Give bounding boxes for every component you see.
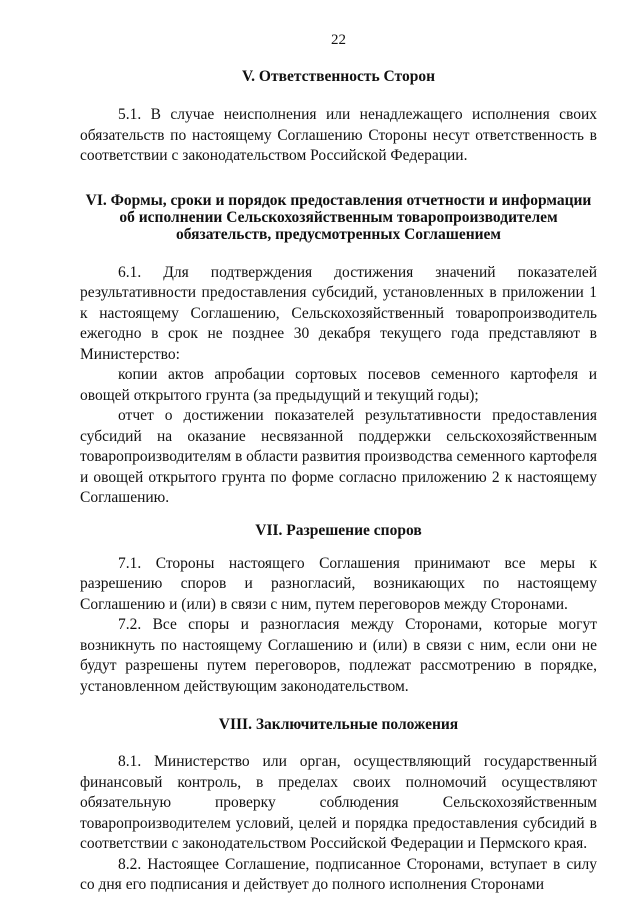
paragraph-8-2: 8.2. Настоящее Соглашение, подписанное Сторонами, вступает в силу со дня его подписания и действует до полного исполнения Сторонами: [80, 855, 597, 893]
section-5-title: V. Ответственность Сторон: [241, 68, 436, 85]
section-6-title-line-2: об исполнении Сельскохозяйственным товаропроизводителем: [119, 208, 558, 226]
paragraph-7-1: 7.1. Стороны настоящего Соглашения принимают все меры к разрешению споров и разногласий, возникающих по настоящему Соглашению и (или) в связи с ним, путем переговоров между Сторонами.: [80, 554, 597, 613]
document-page: [80, 30, 597, 896]
section-8-title: VIII. Заключительные положения: [218, 716, 459, 733]
section-7-title: VII. Разрешение споров: [255, 521, 422, 539]
paragraph-8-1: 8.1. Министерство или орган, осуществляющий государственный финансовый контроль, в пределах своих полномочий осуществляют обязательную проверку соблюдения Сельскохозяйственным товаропроизводителем условий, целей и порядка предоставления субсидий в соответствии с законодательством Российской Федерации и Пермского края.: [80, 753, 597, 852]
section-6-title-line-1: VI. Формы, сроки и порядок предоставления отчетности и информации: [85, 191, 592, 209]
paragraph-6-1-item-1: копии актов апробации сортовых посевов семенного картофеля и овощей открытого грунта (за предыдущий и текущий годы);: [80, 366, 597, 404]
page-number: 22: [331, 32, 346, 48]
paragraph-5-1: 5.1. В случае неисполнения или ненадлежащего исполнения своих обязательств по настоящему Соглашению Стороны несут ответственность в соответствии с законодательством Российской Федерации.: [80, 106, 597, 164]
paragraph-7-2: 7.2. Все споры и разногласия между Сторонами, которые могут возникнуть по настоящему Соглашению и (или) в связи с ним, если они не будут разрешены путем переговоров, подлежат рассмотрению в порядке, установленном действующим законодательством.: [80, 616, 597, 695]
paragraph-6-1: 6.1. Для подтверждения достижения значений показателей результативности предоставления субсидий, установленных в приложении 1 к настоящему Соглашению, Сельскохозяйственный товаропроизводитель ежегодно в срок не позднее 30 декабря текущего года представляют в Министерство:: [80, 263, 597, 363]
section-6-title-line-3: обязательств, предусмотренных Соглашением: [176, 225, 501, 243]
section-6-title: [80, 192, 597, 243]
paragraph-6-1-item-2: отчет о достижении показателей результативности предоставления субсидий на оказание несвязанной поддержки сельскохозяйственным товаропроизводителям в области развития производства семенного картофеля и овощей открытого грунта по форме согласно приложению 2 к настоящему Соглашению.: [80, 407, 597, 506]
